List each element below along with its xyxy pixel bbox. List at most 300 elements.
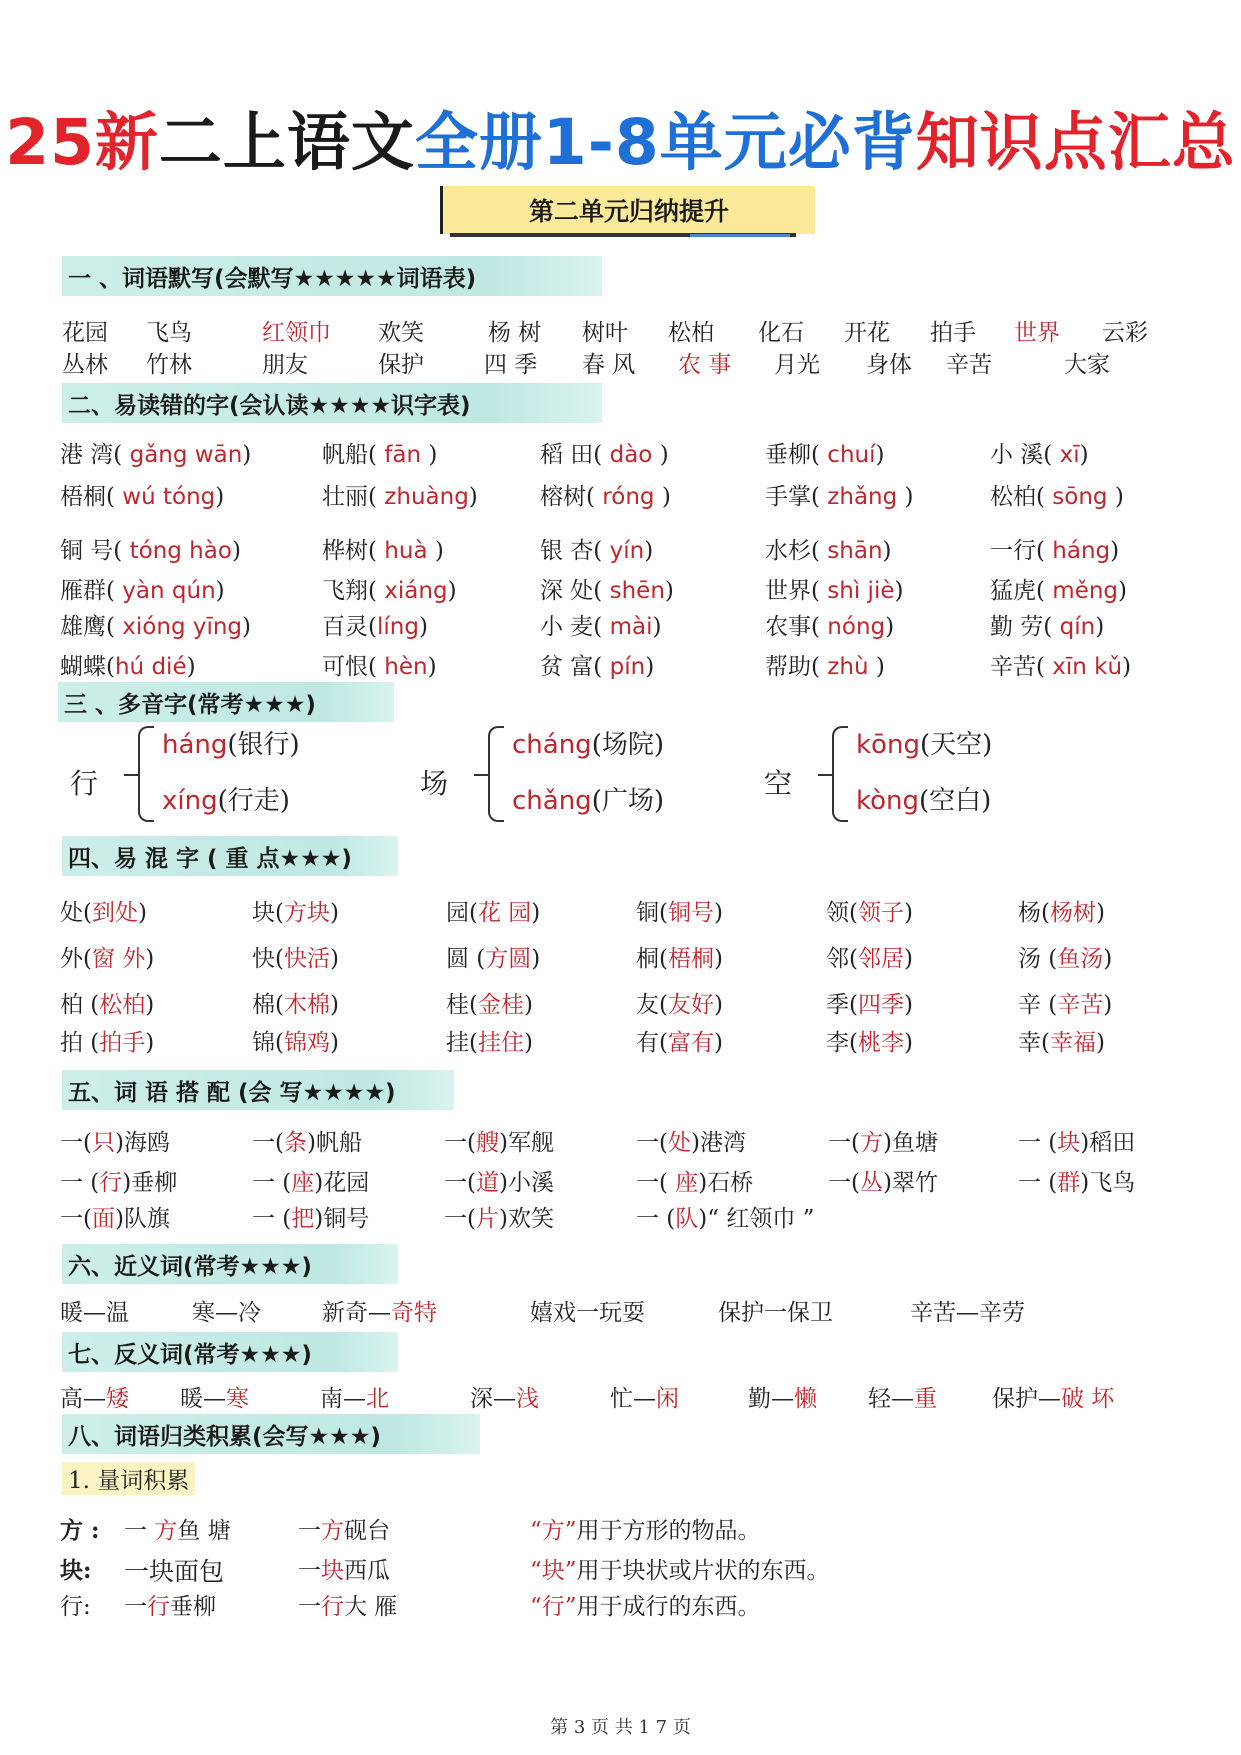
vocab-word: 杨 树	[488, 320, 542, 346]
pinyin-close: )	[447, 578, 457, 604]
word-b: 浅	[516, 1386, 539, 1412]
pinyin-item	[540, 572, 674, 605]
measure-note	[530, 1552, 830, 1585]
prefix: 一(	[444, 1170, 476, 1196]
confusable-item	[636, 940, 723, 973]
text: 一	[124, 1594, 147, 1620]
title-part-1: 25新	[5, 106, 159, 179]
pinyin-item	[540, 532, 653, 565]
noun: )帆船	[306, 1130, 362, 1156]
text: 砚台	[344, 1518, 390, 1544]
prefix: 一(	[444, 1206, 476, 1232]
example: 桃李	[857, 1030, 904, 1056]
close: )	[1095, 900, 1105, 926]
pinyin-close: )	[885, 614, 895, 640]
close: )	[523, 992, 533, 1018]
pinyin-item	[60, 608, 251, 641]
text: 一	[298, 1558, 321, 1584]
pinyin-word: 银 杏(	[540, 538, 603, 564]
pinyin-reading: zhǎng	[819, 484, 905, 510]
pinyin-close: )	[427, 654, 437, 680]
measure-word: 片	[475, 1206, 499, 1232]
noun: )鱼塘	[882, 1130, 938, 1156]
char: 挂(	[446, 1030, 478, 1056]
measure-note	[530, 1588, 761, 1621]
noun: )海鸥	[114, 1130, 170, 1156]
polyphone-char: 场	[420, 767, 449, 800]
text: 西瓜	[344, 1558, 390, 1584]
title-part-4: 知识点汇总	[915, 106, 1236, 179]
example: 友好	[667, 992, 714, 1018]
section-header-7-text: 七、反义词(常考★★★)	[68, 1341, 312, 1368]
pinyin-reading: xióng yīng	[114, 614, 243, 640]
word-b: 破 坏	[1061, 1386, 1115, 1412]
confusable-item	[252, 894, 339, 927]
noun: )垂柳	[122, 1170, 178, 1196]
measure-note	[530, 1512, 761, 1545]
pinyin-item	[322, 478, 478, 511]
word-a: 忙—	[610, 1386, 656, 1412]
pinyin: xíng	[162, 786, 218, 816]
section-header-4-text: 四、易 混 字 ( 重 点★★★)	[68, 845, 352, 872]
pinyin-reading: zhù	[819, 654, 876, 680]
pinyin-reading: hú dié	[114, 654, 187, 680]
noun: )队旗	[114, 1206, 170, 1232]
page-title	[0, 92, 1241, 183]
close: )	[903, 900, 913, 926]
pinyin-reading: xī	[1052, 442, 1080, 468]
char: 李(	[826, 1030, 858, 1056]
confusable-item	[446, 986, 533, 1019]
char: 园(	[446, 900, 478, 926]
pinyin-item	[540, 608, 661, 641]
char: 汤 (	[1018, 946, 1058, 972]
example: 铜号	[667, 900, 714, 926]
measure-word: 队	[675, 1206, 699, 1232]
word-a: 轻—	[868, 1386, 914, 1412]
example: 幸福	[1049, 1030, 1096, 1056]
close: )	[903, 1030, 913, 1056]
pinyin-item	[60, 436, 251, 469]
close: )	[137, 900, 147, 926]
measure-example-2	[298, 1552, 390, 1585]
page-footer: 第 3 页 共 1 7 页	[550, 1717, 691, 1738]
title-part-3: 全册1-8单元必背	[414, 106, 916, 179]
pinyin-close: )	[644, 538, 654, 564]
word-a: 暖—	[180, 1386, 226, 1412]
vocab-word: 身体	[866, 352, 912, 378]
synonym-pair	[910, 1294, 1025, 1327]
confusable-item	[252, 1024, 339, 1057]
pinyin-close: )	[1122, 654, 1132, 680]
measure-word: 把	[291, 1206, 315, 1232]
antonym-pair	[868, 1380, 937, 1413]
noun: )铜号	[314, 1206, 370, 1232]
pinyin-reading: mài	[602, 614, 653, 640]
char: 圆 (	[446, 946, 486, 972]
word-a: 寒—冷	[192, 1300, 261, 1326]
synonym-pair	[192, 1294, 261, 1327]
pinyin-reading: hèn	[376, 654, 428, 680]
unit-banner: 第二单元归纳提升	[440, 186, 815, 234]
pinyin-word: 松柏(	[990, 484, 1045, 510]
pinyin-reading: shān	[819, 538, 883, 564]
close: )	[145, 1030, 155, 1056]
example-word: (行走)	[217, 786, 290, 816]
example: 窗 外	[91, 946, 146, 972]
pinyin-word: 猛虎(	[990, 578, 1045, 604]
char: 棉(	[252, 992, 284, 1018]
collocation-item	[636, 1124, 746, 1157]
char: 桐(	[636, 946, 668, 972]
pinyin-reading: dào	[602, 442, 660, 468]
pinyin-close: )	[242, 442, 252, 468]
collocation-item	[828, 1124, 938, 1157]
confusable-item	[446, 894, 540, 927]
close: )	[903, 946, 913, 972]
synonym-pair	[530, 1294, 645, 1327]
pinyin-word: 飞翔(	[322, 578, 377, 604]
word-b: 奇特	[391, 1300, 437, 1326]
word-b: 懒	[794, 1386, 817, 1412]
pinyin-item	[765, 436, 884, 469]
pinyin-reading: háng	[1044, 538, 1111, 564]
pinyin-word: 稻 田(	[540, 442, 603, 468]
word-b: 北	[366, 1386, 389, 1412]
pinyin-item	[60, 648, 196, 681]
section-header-8-text: 八、词语归类积累(会写★★★)	[68, 1423, 381, 1450]
polyphone-reading-a	[162, 724, 300, 761]
char: 幸(	[1018, 1030, 1050, 1056]
note-text: 用于成行的东西。	[576, 1594, 761, 1620]
confusable-item	[60, 940, 154, 973]
vocab-word: 飞鸟	[146, 320, 192, 346]
noun: )花园	[314, 1170, 370, 1196]
example: 挂住	[477, 1030, 524, 1056]
pinyin-item	[990, 648, 1131, 681]
pinyin-reading: róng	[594, 484, 662, 510]
section-header-5-text: 五、词 语 搭 配 (会 写★★★★)	[68, 1079, 396, 1106]
text: 一	[298, 1594, 321, 1620]
char: 桂(	[446, 992, 478, 1018]
text: 一	[298, 1518, 321, 1544]
pinyin-item	[765, 608, 894, 641]
confusable-item	[636, 894, 723, 927]
pinyin-item	[322, 608, 428, 641]
pinyin-word: 水杉(	[765, 538, 820, 564]
synonym-pair	[322, 1294, 437, 1327]
vocab-word: 月光	[774, 352, 820, 378]
vocab-word: 农 事	[678, 352, 732, 378]
pinyin-item	[990, 608, 1104, 641]
brace-tip	[474, 774, 488, 776]
prefix: 一 (	[252, 1206, 292, 1232]
char: 锦(	[252, 1030, 284, 1056]
confusable-item	[446, 1024, 533, 1057]
vocab-word: 欢笑	[378, 320, 424, 346]
pinyin-close: )	[661, 484, 671, 510]
collocation-item	[444, 1124, 554, 1157]
quoted-word: “方”	[530, 1518, 577, 1544]
example-word: (空白)	[919, 786, 992, 816]
close: )	[713, 946, 723, 972]
collocation-item	[252, 1124, 362, 1157]
pinyin-close: )	[1114, 484, 1124, 510]
pinyin-close: )	[1118, 578, 1128, 604]
noun: )飞鸟	[1080, 1170, 1136, 1196]
brace-shape	[832, 726, 848, 822]
collocation-item	[828, 1164, 938, 1197]
pinyin-item	[322, 572, 457, 605]
vocab-word: 拍手	[930, 320, 976, 346]
measure-word: 处	[667, 1130, 691, 1156]
vocab-word: 树叶	[582, 320, 628, 346]
brace-tip	[818, 774, 832, 776]
noun: )“ 红领巾 ”	[698, 1206, 815, 1232]
example-word: (银行)	[227, 730, 300, 760]
confusable-item	[60, 1024, 154, 1057]
section-header-1	[62, 256, 602, 296]
pinyin-close: )	[215, 484, 225, 510]
collocation-item	[444, 1200, 554, 1233]
vocab-word: 云彩	[1102, 320, 1148, 346]
pinyin-reading: wú tóng	[114, 484, 216, 510]
pinyin-word: 梧桐(	[60, 484, 115, 510]
vocab-word: 竹林	[146, 352, 192, 378]
vocab-word: 大家	[1064, 352, 1110, 378]
polyphone-char: 行	[70, 767, 99, 800]
pinyin-word: 帆船(	[322, 442, 377, 468]
antonym-pair	[992, 1380, 1114, 1413]
example: 到处	[91, 900, 138, 926]
confusable-item	[446, 940, 540, 973]
section-header-4	[62, 836, 398, 876]
measure: 行	[321, 1594, 344, 1620]
polyphone-reading-b	[856, 780, 991, 817]
vocab-word: 开花	[844, 320, 890, 346]
pinyin-item	[990, 532, 1119, 565]
pinyin-reading: zhuàng	[376, 484, 469, 510]
noun: )石桥	[698, 1170, 754, 1196]
prefix: 一 (	[1018, 1170, 1058, 1196]
prefix: 一 (	[252, 1170, 292, 1196]
close: )	[1103, 992, 1113, 1018]
char: 铜(	[636, 900, 668, 926]
confusable-item	[1018, 940, 1112, 973]
prefix: 一(	[60, 1206, 92, 1232]
close: )	[531, 946, 541, 972]
vocab-word: 化石	[758, 320, 804, 346]
confusable-item	[252, 986, 339, 1019]
vocab-word: 丛林	[62, 352, 108, 378]
word-b: 寒	[226, 1386, 249, 1412]
pinyin-word: 手掌(	[765, 484, 820, 510]
example-word: (天空)	[919, 730, 993, 760]
pinyin: kòng	[856, 786, 920, 816]
pinyin-close: )	[186, 654, 196, 680]
char: 季(	[826, 992, 858, 1018]
pinyin-item	[60, 478, 224, 511]
pinyin: chǎng	[512, 786, 592, 816]
vocab-word: 花园	[62, 320, 108, 346]
example: 木棉	[283, 992, 330, 1018]
section-header-8	[62, 1414, 480, 1454]
pinyin-word: 蝴蝶(	[60, 654, 115, 680]
note-text: 用于方形的物品。	[576, 1518, 761, 1544]
collocation-item	[636, 1164, 753, 1197]
noun: )翠竹	[882, 1170, 938, 1196]
word-a: 南—	[320, 1386, 366, 1412]
close: )	[329, 1030, 339, 1056]
close: )	[329, 946, 339, 972]
measure-word: 座	[675, 1170, 699, 1196]
example: 松柏	[99, 992, 146, 1018]
pinyin-reading: shēn	[602, 578, 665, 604]
example: 花 园	[477, 900, 532, 926]
pinyin-word: 深 处(	[540, 578, 603, 604]
pinyin-item	[540, 648, 654, 681]
collocation-item	[1018, 1164, 1135, 1197]
close: )	[903, 992, 913, 1018]
vocab-word: 世界	[1014, 320, 1060, 346]
measure-word: 面	[91, 1206, 115, 1232]
pinyin-item	[765, 648, 885, 681]
example: 领子	[857, 900, 904, 926]
synonym-pair	[60, 1294, 129, 1327]
collocation-item	[252, 1164, 369, 1197]
pinyin-reading: sōng	[1044, 484, 1115, 510]
confusable-item	[636, 986, 723, 1019]
word-a: 高—	[60, 1386, 106, 1412]
char: 处(	[60, 900, 92, 926]
section-header-3	[58, 682, 394, 722]
char: 块(	[252, 900, 284, 926]
char: 有(	[636, 1030, 668, 1056]
pinyin-item	[990, 572, 1127, 605]
pinyin-reading: qín	[1052, 614, 1096, 640]
pinyin-word: 壮丽(	[322, 484, 377, 510]
noun: )欢笑	[498, 1206, 554, 1232]
close: )	[329, 992, 339, 1018]
confusable-item	[1018, 894, 1105, 927]
word-b: 重	[914, 1386, 937, 1412]
pinyin-word: 雁群(	[60, 578, 115, 604]
noun: )港湾	[690, 1130, 746, 1156]
example: 方块	[283, 900, 330, 926]
example: 快活	[283, 946, 330, 972]
pinyin-close: )	[468, 484, 478, 510]
measure: 行	[147, 1594, 170, 1620]
pinyin-word: 小 溪(	[990, 442, 1053, 468]
prefix: 一(	[636, 1130, 668, 1156]
sub-heading-measure-words: 1. 量词积累	[62, 1462, 195, 1495]
pinyin-close: )	[904, 484, 914, 510]
text: 一块面包	[124, 1557, 225, 1586]
brace-shape	[138, 726, 154, 822]
text: 一	[124, 1518, 155, 1544]
char: 拍 (	[60, 1030, 100, 1056]
measure-key: 块:	[60, 1557, 92, 1584]
pinyin-reading: chuí	[819, 442, 876, 468]
pinyin-reading: líng	[376, 614, 419, 640]
pinyin-reading: yín	[602, 538, 645, 564]
noun: )军舰	[498, 1130, 554, 1156]
measure-word: 道	[475, 1170, 499, 1196]
confusable-item	[60, 894, 147, 927]
measure: 方	[154, 1518, 178, 1544]
pinyin-close: )	[875, 654, 885, 680]
pinyin-item	[990, 478, 1124, 511]
section-header-1-text: 一 、词语默写(会默写★★★★★词语表)	[68, 265, 477, 292]
example-word: (场院)	[591, 730, 664, 760]
pinyin-reading: xiáng	[376, 578, 448, 604]
char: 领(	[826, 900, 858, 926]
brace-shape	[488, 726, 504, 822]
word-a: 勤—	[748, 1386, 794, 1412]
collocation-item	[60, 1164, 177, 1197]
brace-tip	[124, 774, 138, 776]
quoted-word: “行”	[530, 1594, 577, 1620]
measure-key: 方 :	[60, 1517, 100, 1544]
pinyin-reading: fān	[376, 442, 429, 468]
section-header-6	[62, 1244, 398, 1284]
measure-key: 行:	[60, 1594, 91, 1620]
antonym-pair	[748, 1380, 817, 1413]
pinyin-item	[765, 478, 914, 511]
pinyin-word: 帮助(	[765, 654, 820, 680]
pinyin-close: )	[664, 578, 674, 604]
confusable-item	[826, 1024, 913, 1057]
antonym-pair	[470, 1380, 539, 1413]
collocation-item	[444, 1164, 554, 1197]
measure: 方	[321, 1518, 344, 1544]
example: 四季	[857, 992, 904, 1018]
prefix: 一 (	[60, 1170, 100, 1196]
measure-example-2	[298, 1512, 390, 1545]
confusable-item	[826, 986, 913, 1019]
char: 快(	[252, 946, 284, 972]
close: )	[1095, 1030, 1105, 1056]
measure-example-1	[124, 1512, 231, 1545]
text: 大 雁	[344, 1594, 398, 1620]
close: )	[523, 1030, 533, 1056]
pinyin-word: 贫 富(	[540, 654, 603, 680]
pinyin-reading: shì jiè	[819, 578, 895, 604]
pinyin-word: 农事(	[765, 614, 820, 640]
pinyin-close: )	[242, 614, 252, 640]
pinyin-close: )	[434, 538, 444, 564]
close: )	[713, 1030, 723, 1056]
word-a: 深—	[470, 1386, 516, 1412]
word-a: 辛苦—辛劳	[910, 1300, 1025, 1326]
pinyin: háng	[162, 730, 228, 760]
example: 梧桐	[667, 946, 714, 972]
section-header-6-text: 六、近义词(常考★★★)	[68, 1253, 312, 1280]
polyphone-reading-a	[512, 724, 664, 761]
prefix: 一(	[60, 1130, 92, 1156]
pinyin-close: )	[428, 442, 438, 468]
pinyin-reading: yàn qún	[114, 578, 216, 604]
banner-underline-accent	[690, 234, 790, 237]
pinyin-item	[765, 572, 903, 605]
pinyin-word: 百灵(	[322, 614, 377, 640]
pinyin-reading: nóng	[819, 614, 886, 640]
pinyin-word: 一行(	[990, 538, 1045, 564]
polyphone-char: 空	[764, 767, 793, 800]
pinyin-reading: pín	[602, 654, 646, 680]
example: 辛苦	[1057, 992, 1104, 1018]
example: 邻居	[857, 946, 904, 972]
